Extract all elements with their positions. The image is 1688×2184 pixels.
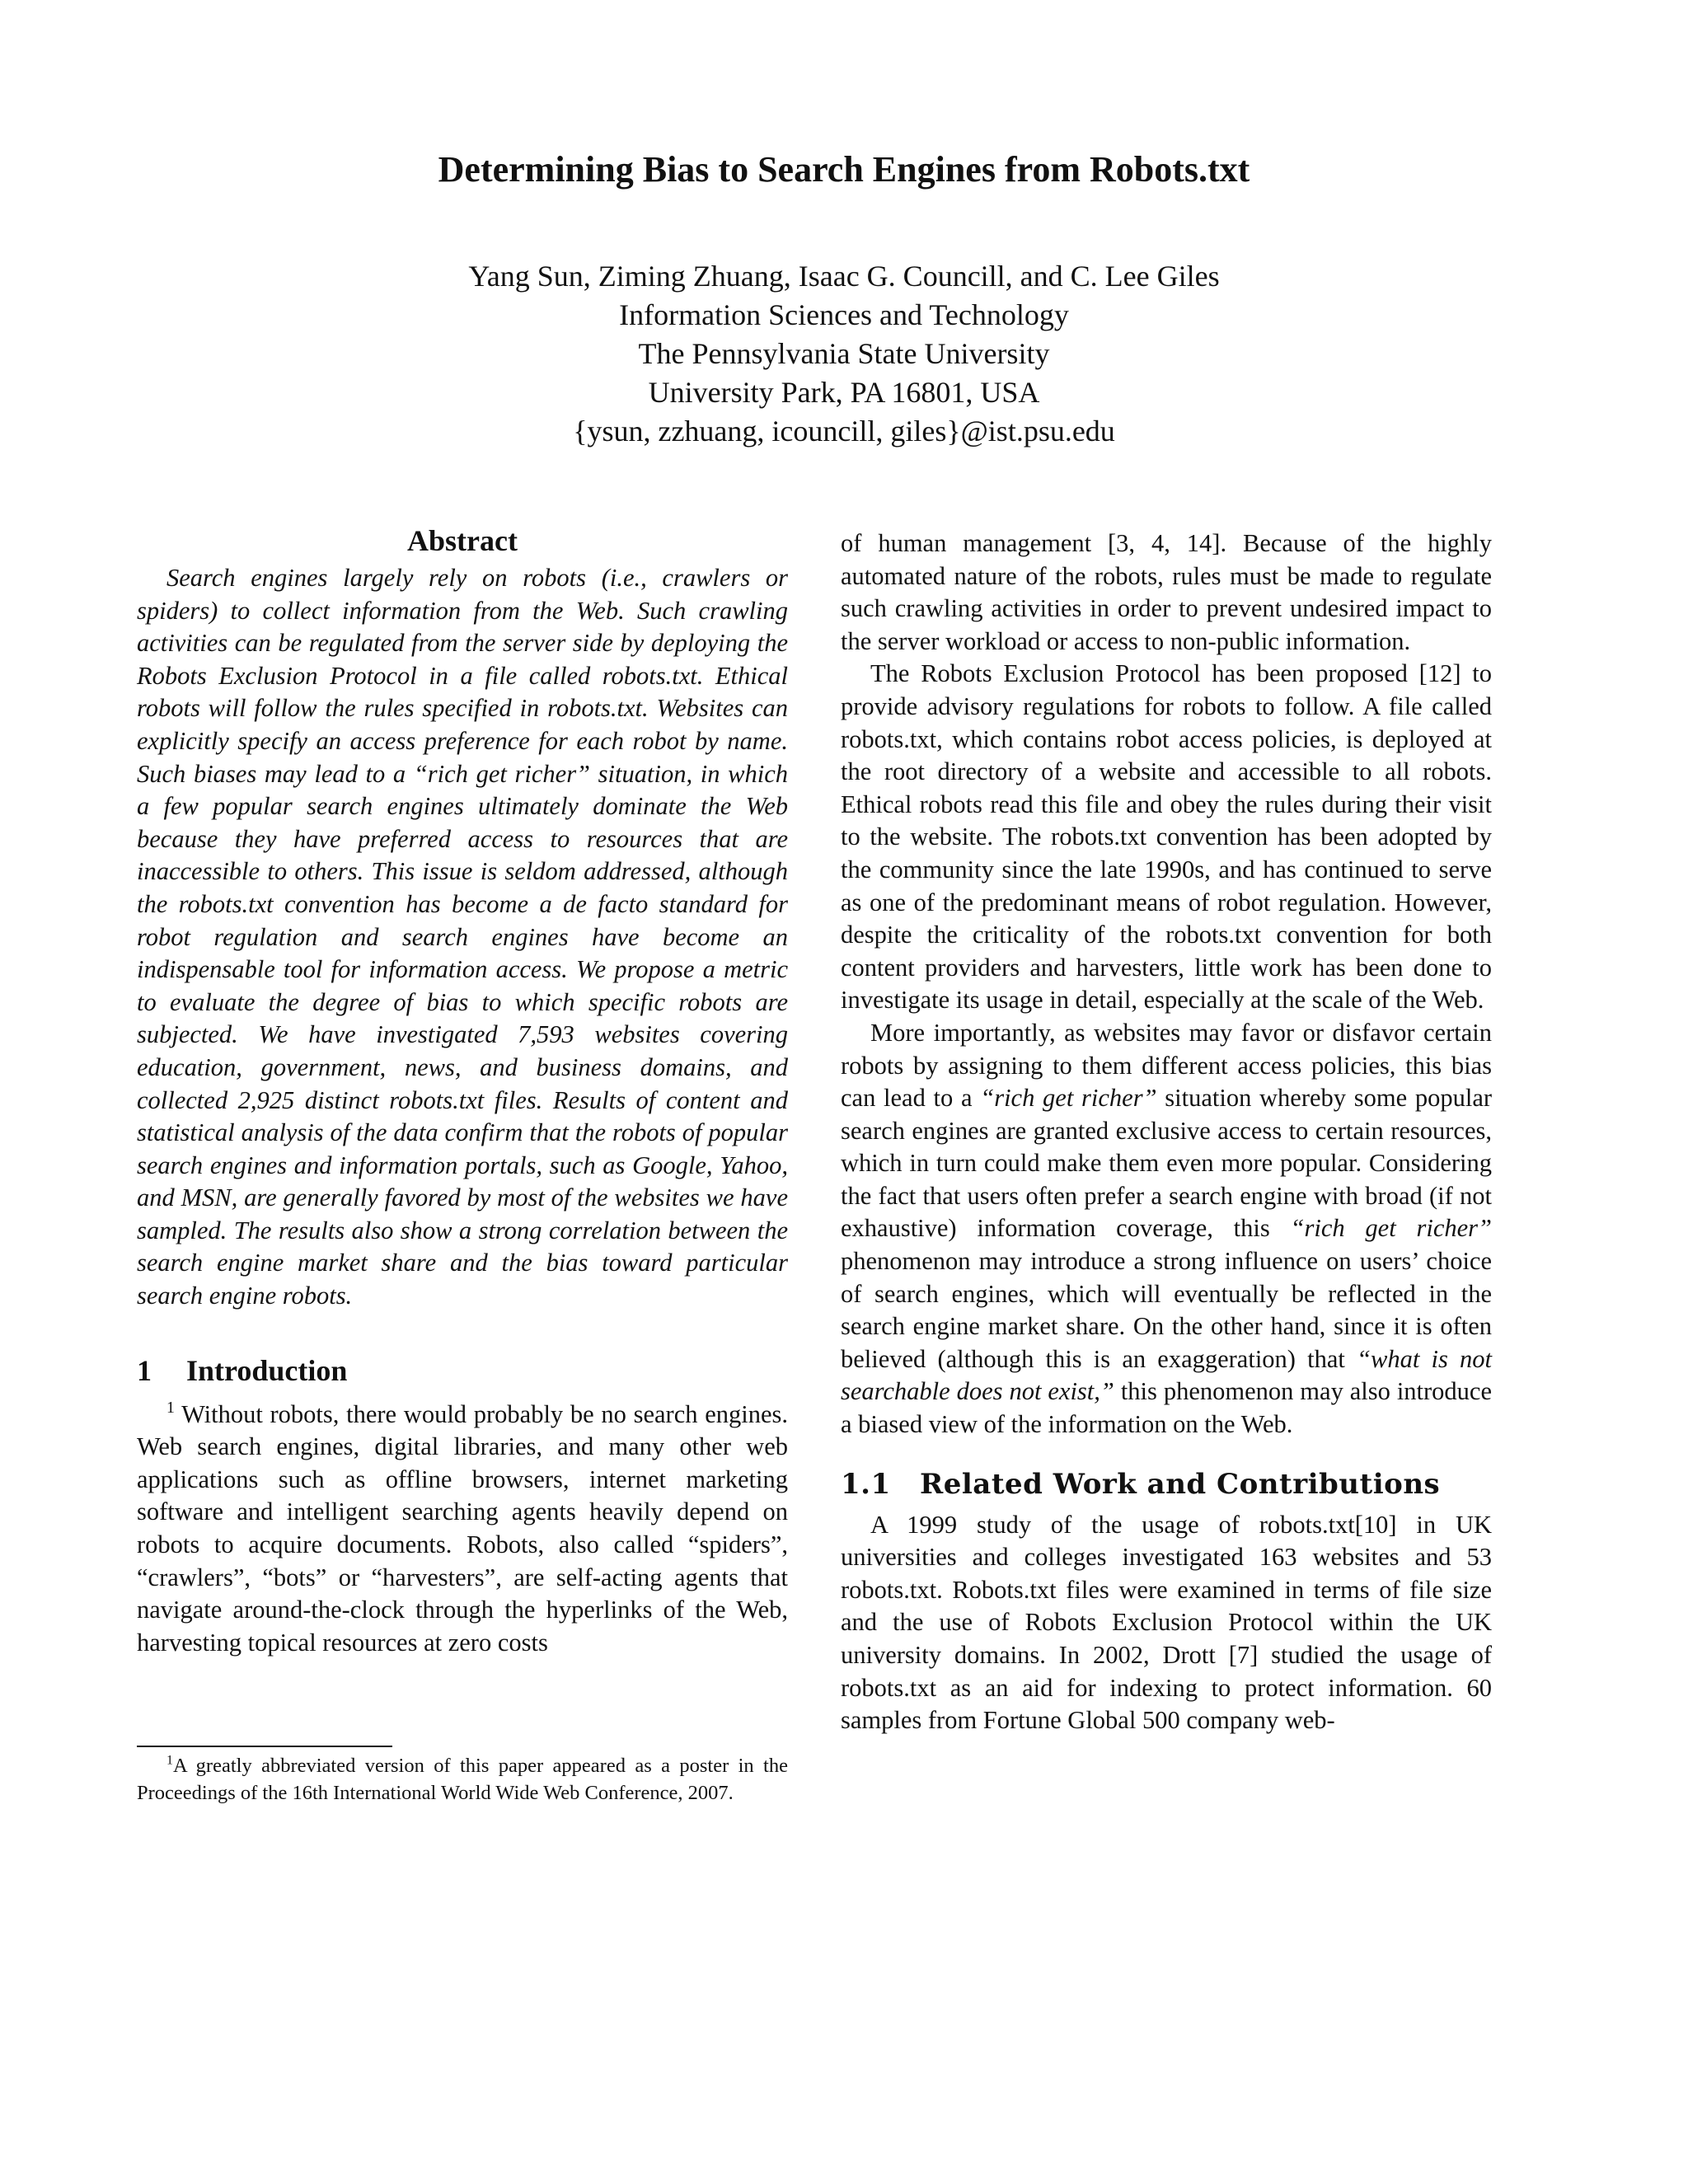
related-work-paragraph-1: A 1999 study of the usage of robots.txt[10] in UK universities and colleges investigated 163 websites and 53 robots.txt. Robots.txt files were examined in terms of file size and the use of Robots Exclusion Protocol within the UK university domains. In 2002, Drott [7] studied the usage of robots.txt as an aid for indexing to protect information. 60 samples from Fortune Global 500 company web- <box>841 1510 1492 1735</box>
footnote-divider <box>137 1746 392 1747</box>
section-number: 1 <box>137 1353 152 1387</box>
introduction-paragraph-3 <box>841 1017 1492 1441</box>
abstract-heading: Abstract <box>407 524 518 557</box>
section-title: Introduction <box>186 1353 348 1387</box>
affiliation-department: Information Sciences and Technology <box>619 298 1069 331</box>
introduction-paragraph-1-continued: of human management [3, 4, 14]. Because of the highly automated nature of the robots, rules must be made to regulate such crawling activities in order to prevent undesired impact to the server workload or access to non-public information. <box>841 529 1492 655</box>
author-emails: {ysun, zzhuang, icouncill, giles}@ist.psu.edu <box>573 415 1115 448</box>
footnote-marker: 1 <box>166 1753 173 1768</box>
paper-title: Determining Bias to Search Engines from Robots.txt <box>438 149 1250 190</box>
section-heading-introduction <box>137 1352 788 1389</box>
abstract-text: Search engines largely rely on robots (i.e., crawlers or spiders) to collect information from the Web. Such crawling activities can be regulated from the server side by deploying the Robots Exclusion Protocol in a file called robots.txt. Ethical robots will follow the rules specified in robots.txt. Websites can explicitly specify an access preference for each robot by name. Such biases may lead to a “rich get richer” situation, in which a few popular search engines ultimately dominate the Web because they have preferred access to resources that are inaccessible to others. This issue is seldom addressed, although the robots.txt convention has become a de facto standard for robot regulation and search engines have become an indispensable tool for information access. We propose a metric to evaluate the degree of bias to which specific robots are subjected. We have investigated 7,593 websites covering education, government, news, and business domains, and collected 2,925 distinct robots.txt files. Results of content and statistical analysis of the data confirm that the robots of popular search engines and information portals, such as Google, Yahoo, and MSN, are generally favored by most of the websites we have sampled. The results also show a strong correlation between the search engine market share and the bias toward particular search engine robots. <box>137 564 788 1310</box>
footnote-text: A greatly abbreviated version of this paper appeared as a poster in the Proceedings of the 16th International World Wide Web Conference, 2007. <box>137 1755 788 1804</box>
affiliation-address: University Park, PA 16801, USA <box>648 376 1040 409</box>
left-column <box>137 523 788 1659</box>
author-names: Yang Sun, Ziming Zhuang, Isaac G. Councill, and C. Lee Giles <box>468 260 1220 293</box>
paragraph-text: this phenomenon may also introduce a biased view of the information on the Web. <box>841 1377 1492 1439</box>
right-column <box>841 527 1492 1737</box>
author-block <box>0 257 1688 451</box>
footnote <box>137 1752 788 1807</box>
footnote-reference: 1 <box>166 1398 175 1417</box>
emphasis-text: “rich get richer” <box>1290 1214 1492 1243</box>
emphasis-text: “what is not searchable does not exist,” <box>841 1344 1492 1406</box>
affiliation-university: The Pennsylvania State University <box>638 337 1050 370</box>
introduction-paragraph-1 <box>137 1399 788 1660</box>
introduction-paragraph-1-text: Without robots, there would probably be no search engines. Web search engines, digital libraries, and many other web applications such as offline browsers, internet marketing software and intelligent searching agents heavily depend on robots to acquire documents. Robots, also called “spiders”, “crawlers”, “bots” or “harvesters”, are self-acting agents that navigate around-the-clock through the hyperlinks of the Web, harvesting topical resources at zero costs <box>137 1399 788 1657</box>
subsection-heading-related-work <box>841 1466 1492 1502</box>
introduction-paragraph-2: The Robots Exclusion Protocol has been proposed [12] to provide advisory regulations for robots to follow. A file called robots.txt, which contains robot access policies, is deployed at the root directory of a website and accessible to all robots. Ethical robots read this file and obey the rules during their visit to the website. The robots.txt convention has been adopted by the community since the late 1990s, and has continued to serve as one of the predominant means of robot regulation. However, despite the criticality of the robots.txt convention for both content providers and harvesters, little work has been done to investigate its usage in detail, especially at the scale of the Web. <box>841 659 1492 1015</box>
subsection-title: Related Work and Contributions <box>920 1467 1441 1501</box>
subsection-number: 1.1 <box>841 1467 891 1501</box>
emphasis-text: “rich get richer” <box>980 1084 1157 1113</box>
paragraph-text: situation whereby some popular search engines are granted exclusive access to certain resources, which in turn could make them even more popular. Considering the fact that users often prefer a search engine with broad (if not exhaustive) information coverage, this <box>841 1084 1493 1243</box>
paragraph-text: phenomenon may introduce a strong influence on users’ choice of search engines, which will eventually be reflected in the search engine market share. On the other hand, since it is often believed (although this is an exaggeration) that <box>841 1247 1492 1373</box>
paragraph-text: More importantly, as websites may favor or disfavor certain robots by assigning to them different access policies, this bias can lead to a <box>841 1018 1492 1113</box>
